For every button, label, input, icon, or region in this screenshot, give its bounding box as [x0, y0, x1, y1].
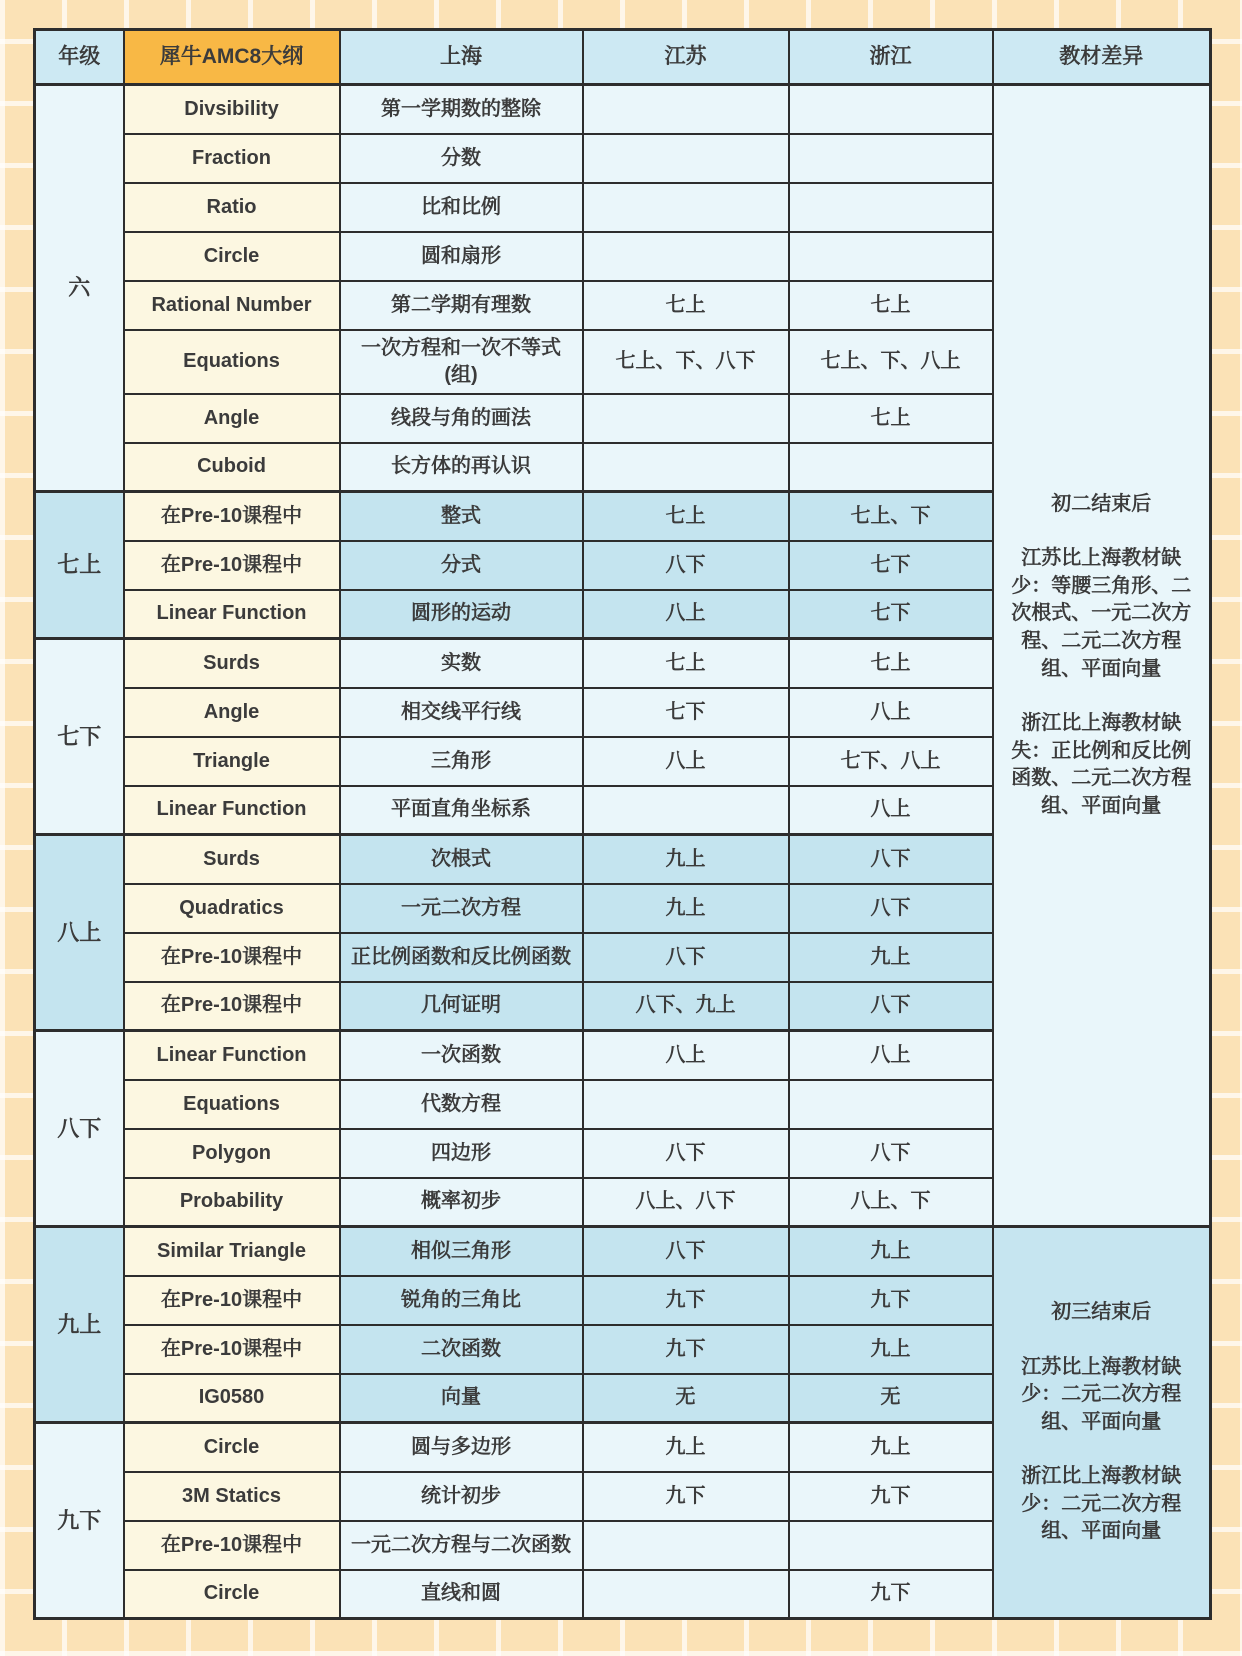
table-row	[35, 85, 1211, 134]
zhejiang-cell	[789, 134, 993, 183]
amc8-topic-cell: 在Pre-10课程中	[124, 1521, 340, 1570]
zhejiang-cell: 七上、下	[789, 492, 993, 541]
amc8-topic-cell: Fraction	[124, 134, 340, 183]
jiangsu-cell: 八下	[583, 933, 789, 982]
header-zhejiang: 浙江	[789, 30, 993, 85]
zhejiang-cell: 九上	[789, 933, 993, 982]
grade-cell: 九下	[35, 1423, 124, 1619]
shanghai-cell: 一次方程和一次不等式(组)	[340, 330, 583, 394]
amc8-topic-cell: Surds	[124, 835, 340, 884]
header-row	[35, 30, 1211, 85]
amc8-topic-cell: Similar Triangle	[124, 1227, 340, 1276]
shanghai-cell: 第一学期数的整除	[340, 85, 583, 134]
zhejiang-cell	[789, 443, 993, 492]
shanghai-cell: 长方体的再认识	[340, 443, 583, 492]
zhejiang-cell: 八下	[789, 835, 993, 884]
grade-cell: 八上	[35, 835, 124, 1031]
amc8-topic-cell: 在Pre-10课程中	[124, 1276, 340, 1325]
jiangsu-cell: 九上	[583, 835, 789, 884]
curriculum-table-body	[35, 85, 1211, 1619]
zhejiang-cell	[789, 1080, 993, 1129]
amc8-topic-cell: Divsibility	[124, 85, 340, 134]
jiangsu-cell: 九下	[583, 1325, 789, 1374]
shanghai-cell: 实数	[340, 639, 583, 688]
shanghai-cell: 次根式	[340, 835, 583, 884]
zhejiang-cell: 九下	[789, 1276, 993, 1325]
shanghai-cell: 分式	[340, 541, 583, 590]
amc8-topic-cell: Linear Function	[124, 590, 340, 639]
jiangsu-cell	[583, 232, 789, 281]
amc8-topic-cell: Quadratics	[124, 884, 340, 933]
amc8-topic-cell: Cuboid	[124, 443, 340, 492]
jiangsu-cell: 七上	[583, 492, 789, 541]
shanghai-cell: 比和比例	[340, 183, 583, 232]
jiangsu-cell: 七上	[583, 281, 789, 330]
jiangsu-cell: 九上	[583, 1423, 789, 1472]
shanghai-cell: 概率初步	[340, 1178, 583, 1227]
zhejiang-cell: 八下	[789, 1129, 993, 1178]
grade-cell: 七下	[35, 639, 124, 835]
diff-note-line: 江苏比上海教材缺少：等腰三角形、二次根式、一元二次方程、二元二次方程组、平面向量	[1011, 547, 1192, 680]
zhejiang-cell	[789, 183, 993, 232]
curriculum-table	[33, 28, 1212, 1620]
shanghai-cell: 锐角的三角比	[340, 1276, 583, 1325]
shanghai-cell: 向量	[340, 1374, 583, 1423]
amc8-topic-cell: Circle	[124, 232, 340, 281]
shanghai-cell: 相似三角形	[340, 1227, 583, 1276]
jiangsu-cell: 八上、八下	[583, 1178, 789, 1227]
jiangsu-cell	[583, 1521, 789, 1570]
shanghai-cell: 圆形的运动	[340, 590, 583, 639]
shanghai-cell: 圆和扇形	[340, 232, 583, 281]
shanghai-cell: 几何证明	[340, 982, 583, 1031]
zhejiang-cell	[789, 232, 993, 281]
diff-note-line: 初二结束后	[1051, 492, 1152, 515]
shanghai-cell: 代数方程	[340, 1080, 583, 1129]
zhejiang-cell: 八上、下	[789, 1178, 993, 1227]
shanghai-cell: 圆与多边形	[340, 1423, 583, 1472]
shanghai-cell: 线段与角的画法	[340, 394, 583, 443]
jiangsu-cell: 七上	[583, 639, 789, 688]
zhejiang-cell: 八上	[789, 688, 993, 737]
jiangsu-cell	[583, 786, 789, 835]
zhejiang-cell: 八上	[789, 786, 993, 835]
amc8-topic-cell: Probability	[124, 1178, 340, 1227]
amc8-topic-cell: 3M Statics	[124, 1472, 340, 1521]
shanghai-cell: 平面直角坐标系	[340, 786, 583, 835]
zhejiang-cell: 七下	[789, 590, 993, 639]
amc8-topic-cell: 在Pre-10课程中	[124, 933, 340, 982]
jiangsu-cell: 八下、九上	[583, 982, 789, 1031]
zhejiang-cell	[789, 85, 993, 134]
zhejiang-cell: 七上	[789, 639, 993, 688]
zhejiang-cell: 八下	[789, 884, 993, 933]
textbook-diff-note-cell	[993, 85, 1211, 1227]
grade-cell: 八下	[35, 1031, 124, 1227]
zhejiang-cell	[789, 1521, 993, 1570]
zhejiang-cell: 七上	[789, 281, 993, 330]
amc8-topic-cell: Circle	[124, 1423, 340, 1472]
amc8-topic-cell: Circle	[124, 1570, 340, 1619]
diff-note-line: 初三结束后	[1051, 1300, 1152, 1323]
zhejiang-cell: 八上	[789, 1031, 993, 1080]
amc8-topic-cell: 在Pre-10课程中	[124, 492, 340, 541]
diff-note-line: 江苏比上海教材缺少：二元二次方程组、平面向量	[1021, 1355, 1182, 1433]
header-jiangsu: 江苏	[583, 30, 789, 85]
header-grade: 年级	[35, 30, 124, 85]
jiangsu-cell: 九下	[583, 1276, 789, 1325]
shanghai-cell: 二次函数	[340, 1325, 583, 1374]
zhejiang-cell: 七上、下、八上	[789, 330, 993, 394]
shanghai-cell: 正比例函数和反比例函数	[340, 933, 583, 982]
amc8-topic-cell: 在Pre-10课程中	[124, 1325, 340, 1374]
zhejiang-cell: 九下	[789, 1472, 993, 1521]
jiangsu-cell: 八下	[583, 541, 789, 590]
header-shanghai: 上海	[340, 30, 583, 85]
jiangsu-cell	[583, 1080, 789, 1129]
jiangsu-cell	[583, 85, 789, 134]
diff-note-line: 浙江比上海教材缺失：正比例和反比例函数、二元二次方程组、平面向量	[1011, 712, 1192, 817]
diff-note-line	[1008, 683, 1196, 710]
zhejiang-cell: 七下	[789, 541, 993, 590]
diff-note-line: 浙江比上海教材缺少：二元二次方程组、平面向量	[1021, 1465, 1182, 1543]
zhejiang-cell: 七上	[789, 394, 993, 443]
grade-cell: 七上	[35, 492, 124, 639]
amc8-topic-cell: 在Pre-10课程中	[124, 541, 340, 590]
textbook-diff-note-cell	[993, 1227, 1211, 1619]
zhejiang-cell: 九上	[789, 1325, 993, 1374]
jiangsu-cell: 无	[583, 1374, 789, 1423]
jiangsu-cell: 八下	[583, 1129, 789, 1178]
amc8-topic-cell: Angle	[124, 394, 340, 443]
jiangsu-cell	[583, 1570, 789, 1619]
jiangsu-cell	[583, 134, 789, 183]
shanghai-cell: 直线和圆	[340, 1570, 583, 1619]
jiangsu-cell: 七上、下、八下	[583, 330, 789, 394]
grade-cell: 六	[35, 85, 124, 492]
zhejiang-cell: 七下、八上	[789, 737, 993, 786]
shanghai-cell: 整式	[340, 492, 583, 541]
jiangsu-cell: 七下	[583, 688, 789, 737]
zhejiang-cell: 无	[789, 1374, 993, 1423]
amc8-topic-cell: Triangle	[124, 737, 340, 786]
jiangsu-cell: 八下	[583, 1227, 789, 1276]
diff-note-line	[1008, 518, 1196, 545]
jiangsu-cell: 九下	[583, 1472, 789, 1521]
amc8-topic-cell: Polygon	[124, 1129, 340, 1178]
shanghai-cell: 统计初步	[340, 1472, 583, 1521]
zhejiang-cell: 九下	[789, 1570, 993, 1619]
shanghai-cell: 相交线平行线	[340, 688, 583, 737]
amc8-topic-cell: Rational Number	[124, 281, 340, 330]
zhejiang-cell: 八下	[789, 982, 993, 1031]
diff-note-line	[1008, 1327, 1196, 1354]
shanghai-cell: 一元二次方程	[340, 884, 583, 933]
zhejiang-cell: 九上	[789, 1423, 993, 1472]
shanghai-cell: 分数	[340, 134, 583, 183]
shanghai-cell: 三角形	[340, 737, 583, 786]
header-amc8-outline: 犀牛AMC8大纲	[124, 30, 340, 85]
jiangsu-cell	[583, 183, 789, 232]
amc8-topic-cell: Linear Function	[124, 1031, 340, 1080]
shanghai-cell: 四边形	[340, 1129, 583, 1178]
table-row	[35, 1227, 1211, 1276]
zhejiang-cell: 九上	[789, 1227, 993, 1276]
amc8-topic-cell: IG0580	[124, 1374, 340, 1423]
shanghai-cell: 一次函数	[340, 1031, 583, 1080]
jiangsu-cell: 八上	[583, 590, 789, 639]
jiangsu-cell	[583, 443, 789, 492]
jiangsu-cell: 八上	[583, 737, 789, 786]
header-textbook-diff: 教材差异	[993, 30, 1211, 85]
shanghai-cell: 一元二次方程与二次函数	[340, 1521, 583, 1570]
jiangsu-cell: 八上	[583, 1031, 789, 1080]
amc8-topic-cell: Equations	[124, 1080, 340, 1129]
jiangsu-cell: 九上	[583, 884, 789, 933]
amc8-topic-cell: Surds	[124, 639, 340, 688]
amc8-topic-cell: 在Pre-10课程中	[124, 982, 340, 1031]
grade-cell: 九上	[35, 1227, 124, 1423]
diff-note-line	[1008, 1436, 1196, 1463]
amc8-topic-cell: Linear Function	[124, 786, 340, 835]
amc8-topic-cell: Angle	[124, 688, 340, 737]
amc8-topic-cell: Equations	[124, 330, 340, 394]
amc8-topic-cell: Ratio	[124, 183, 340, 232]
jiangsu-cell	[583, 394, 789, 443]
shanghai-cell: 第二学期有理数	[340, 281, 583, 330]
